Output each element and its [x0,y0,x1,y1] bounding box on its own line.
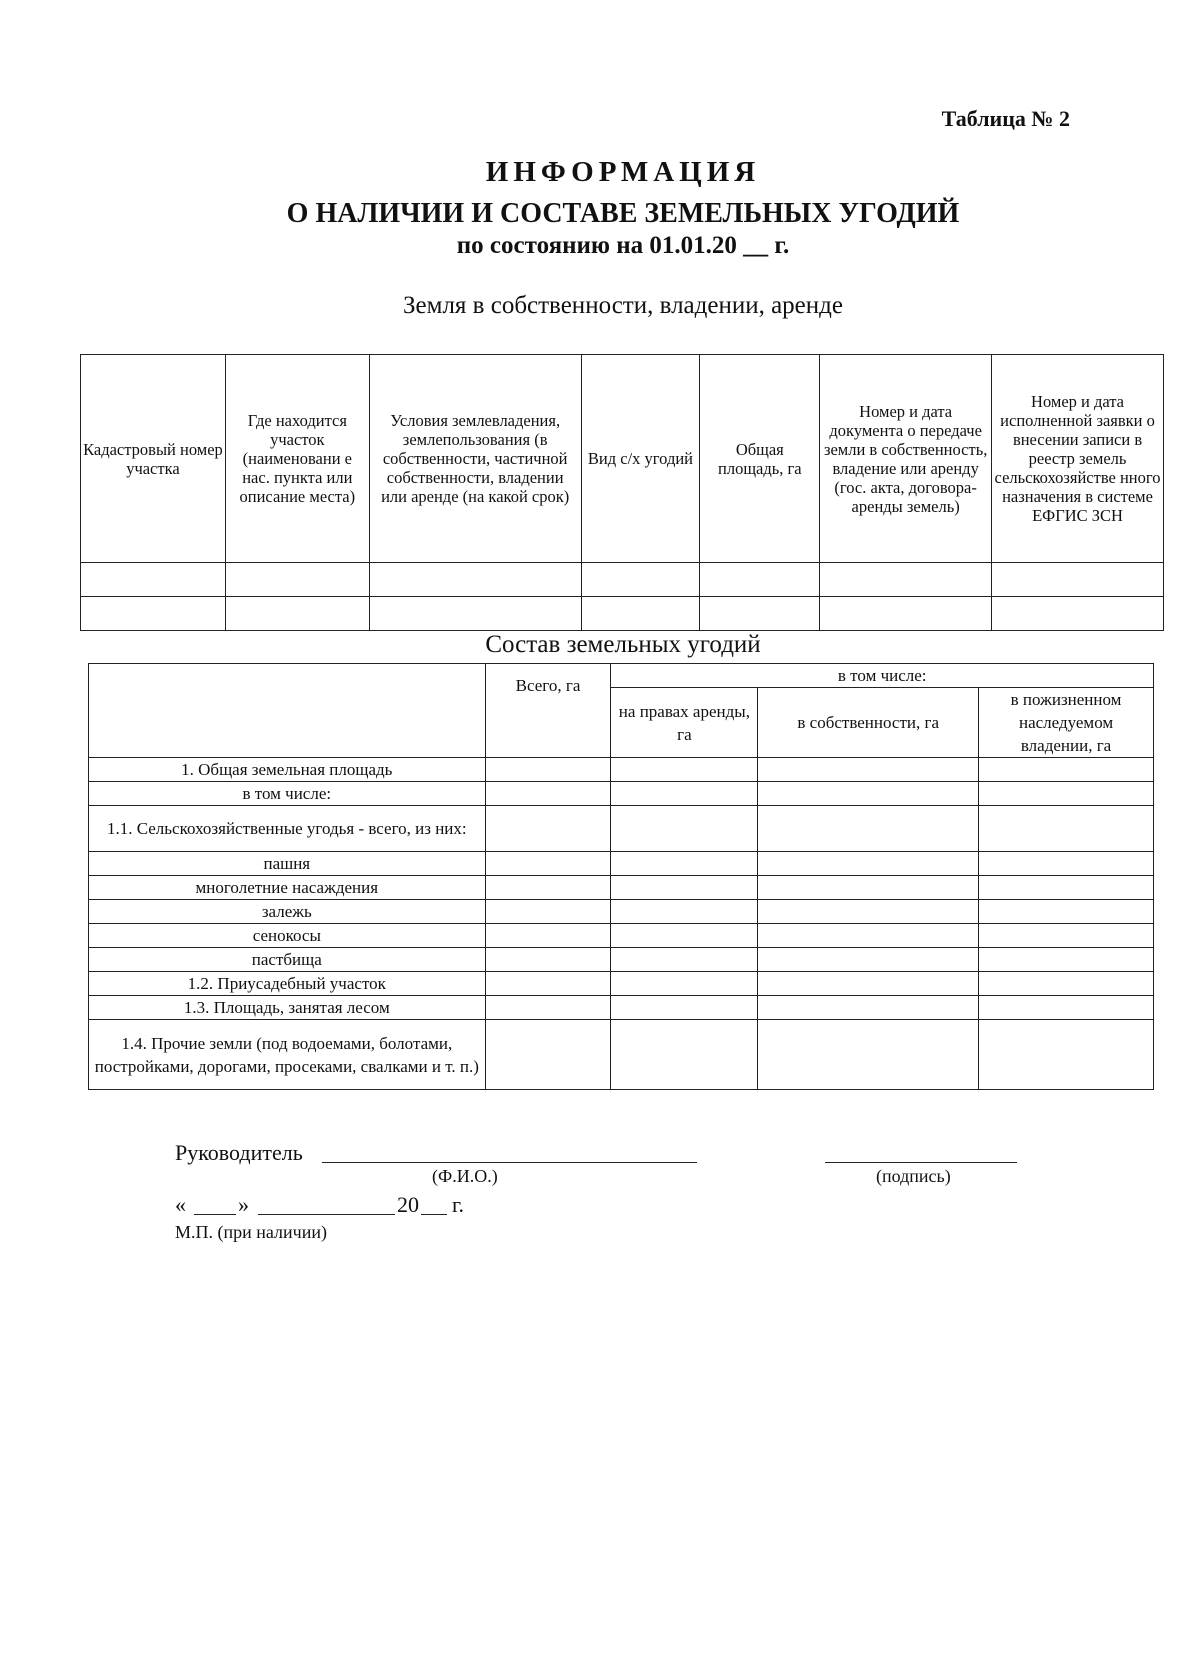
table-cell[interactable] [820,597,992,631]
row-label: 1.4. Прочие земли (под водоемами, болотами, постройками, дорогами, просеками, свалками и т. п.) [89,1020,486,1090]
table-cell[interactable] [979,972,1154,996]
land-composition-table [88,663,1154,1090]
table-cell[interactable] [992,597,1164,631]
row-label: сенокосы [89,924,486,948]
section-subtitle: Земля в собственности, владении, аренде [403,292,843,319]
table-row [89,996,1154,1020]
table-cell[interactable] [611,806,758,852]
table-cell[interactable] [758,806,979,852]
table-cell[interactable] [485,924,611,948]
year-line[interactable] [421,1214,447,1215]
document-title-line2: О НАЛИЧИИ И СОСТАВЕ ЗЕМЕЛЬНЫХ УГОДИЙ [286,198,960,229]
head-label: Руководитель [175,1140,303,1165]
land-ownership-table [80,354,1164,631]
table-row [89,900,1154,924]
land-composition-title: Состав земельных угодий [485,631,761,658]
row-label: 1.1. Сельскохозяйственные угодья - всего, из них: [89,806,486,852]
table-cell[interactable] [758,924,979,948]
table-cell[interactable] [485,948,611,972]
table-cell[interactable] [979,782,1154,806]
date-open-quote: « [175,1192,186,1217]
row-label: 1. Общая земельная площадь [89,758,486,782]
table-cell[interactable] [581,597,700,631]
table-row [89,852,1154,876]
year-suffix: г. [452,1192,465,1217]
signature-caption: (подпись) [876,1166,951,1186]
table-cell[interactable] [758,852,979,876]
fio-line[interactable] [322,1162,697,1163]
table-row [89,876,1154,900]
table-row [81,597,1164,631]
table-cell[interactable] [992,563,1164,597]
header-total: Всего, га [485,664,611,758]
year-prefix: 20 [397,1192,419,1217]
table-cell[interactable] [758,996,979,1020]
header-lease: на правах аренды, га [611,688,758,758]
header-cadastral-number: Кадастровый номер участка [81,355,226,563]
date-close-quote: » [238,1192,249,1217]
table-cell[interactable] [611,876,758,900]
signature-line[interactable] [825,1162,1017,1163]
document-date-line: по состоянию на 01.01.20 __ г. [456,232,790,259]
table-cell[interactable] [225,563,369,597]
table-row [89,924,1154,948]
table-cell[interactable] [485,782,611,806]
table-cell[interactable] [485,1020,611,1090]
table-cell[interactable] [820,563,992,597]
table-cell[interactable] [700,597,820,631]
stamp-label: М.П. (при наличии) [175,1222,327,1242]
day-line[interactable] [194,1214,236,1215]
table-cell[interactable] [611,782,758,806]
table-number: Таблица № 2 [941,106,1070,131]
row-label: 1.2. Приусадебный участок [89,972,486,996]
table-cell[interactable] [979,852,1154,876]
table-cell[interactable] [758,900,979,924]
table-row [89,782,1154,806]
table-cell[interactable] [758,1020,979,1090]
row-label: 1.3. Площадь, занятая лесом [89,996,486,1020]
table-row [81,563,1164,597]
table-cell[interactable] [225,597,369,631]
row-label: пастбища [89,948,486,972]
table-cell[interactable] [485,758,611,782]
table-cell[interactable] [81,563,226,597]
table-cell[interactable] [979,876,1154,900]
header-document: Номер и дата документа о передаче земли в собственность, владение или аренду (гос. акта, договора-аренды земель) [820,355,992,563]
table-cell[interactable] [758,758,979,782]
table-row [89,972,1154,996]
table-cell[interactable] [611,1020,758,1090]
table-cell[interactable] [611,852,758,876]
table-row [89,948,1154,972]
table-cell[interactable] [485,806,611,852]
table-cell[interactable] [979,806,1154,852]
table-cell[interactable] [81,597,226,631]
table-header-row [81,355,1164,563]
header-application: Номер и дата исполненной заявки о внесении записи в реестр земель сельскохозяйстве нного назначения в системе ЕФГИС ЗСН [992,355,1164,563]
header-empty [89,664,486,758]
table-cell[interactable] [485,996,611,1020]
table-cell[interactable] [611,900,758,924]
table-cell[interactable] [611,924,758,948]
row-label: многолетние насаждения [89,876,486,900]
table-cell[interactable] [979,758,1154,782]
table-row [89,1020,1154,1090]
table-cell[interactable] [611,758,758,782]
table-cell[interactable] [979,900,1154,924]
month-line[interactable] [258,1214,395,1215]
table-cell[interactable] [700,563,820,597]
table-header-row [89,664,1154,688]
header-including: в том числе: [611,664,1154,688]
table-cell[interactable] [485,972,611,996]
header-life-inheritance: в пожизненном наследуемом владении, га [979,688,1154,758]
table-cell[interactable] [979,996,1154,1020]
table-cell[interactable] [611,972,758,996]
table-row [89,758,1154,782]
fio-caption: (Ф.И.О.) [432,1166,498,1186]
row-label: пашня [89,852,486,876]
table-cell[interactable] [758,782,979,806]
table-cell[interactable] [979,1020,1154,1090]
row-label: в том числе: [89,782,486,806]
row-label: залежь [89,900,486,924]
header-land-type: Вид с/х угодий [581,355,700,563]
table-cell[interactable] [611,948,758,972]
table-cell[interactable] [485,852,611,876]
header-own: в собственности, га [758,688,979,758]
table-cell[interactable] [979,924,1154,948]
table-cell[interactable] [581,563,700,597]
document-title: ИНФОРМАЦИЯ [485,156,761,188]
table-cell[interactable] [369,597,581,631]
header-location: Где находится участок (наименовани е нас. пункта или описание места) [225,355,369,563]
table-cell[interactable] [485,900,611,924]
header-conditions: Условия землевладения, землепользования (в собственности, частичной собственности, владении или аренде (на какой срок) [369,355,581,563]
table-cell[interactable] [758,948,979,972]
table-cell[interactable] [369,563,581,597]
table-cell[interactable] [485,876,611,900]
table-row [89,806,1154,852]
table-cell[interactable] [758,972,979,996]
table-cell[interactable] [758,876,979,900]
header-total-area: Общая площадь, га [700,355,820,563]
table-cell[interactable] [979,948,1154,972]
table-cell[interactable] [611,996,758,1020]
